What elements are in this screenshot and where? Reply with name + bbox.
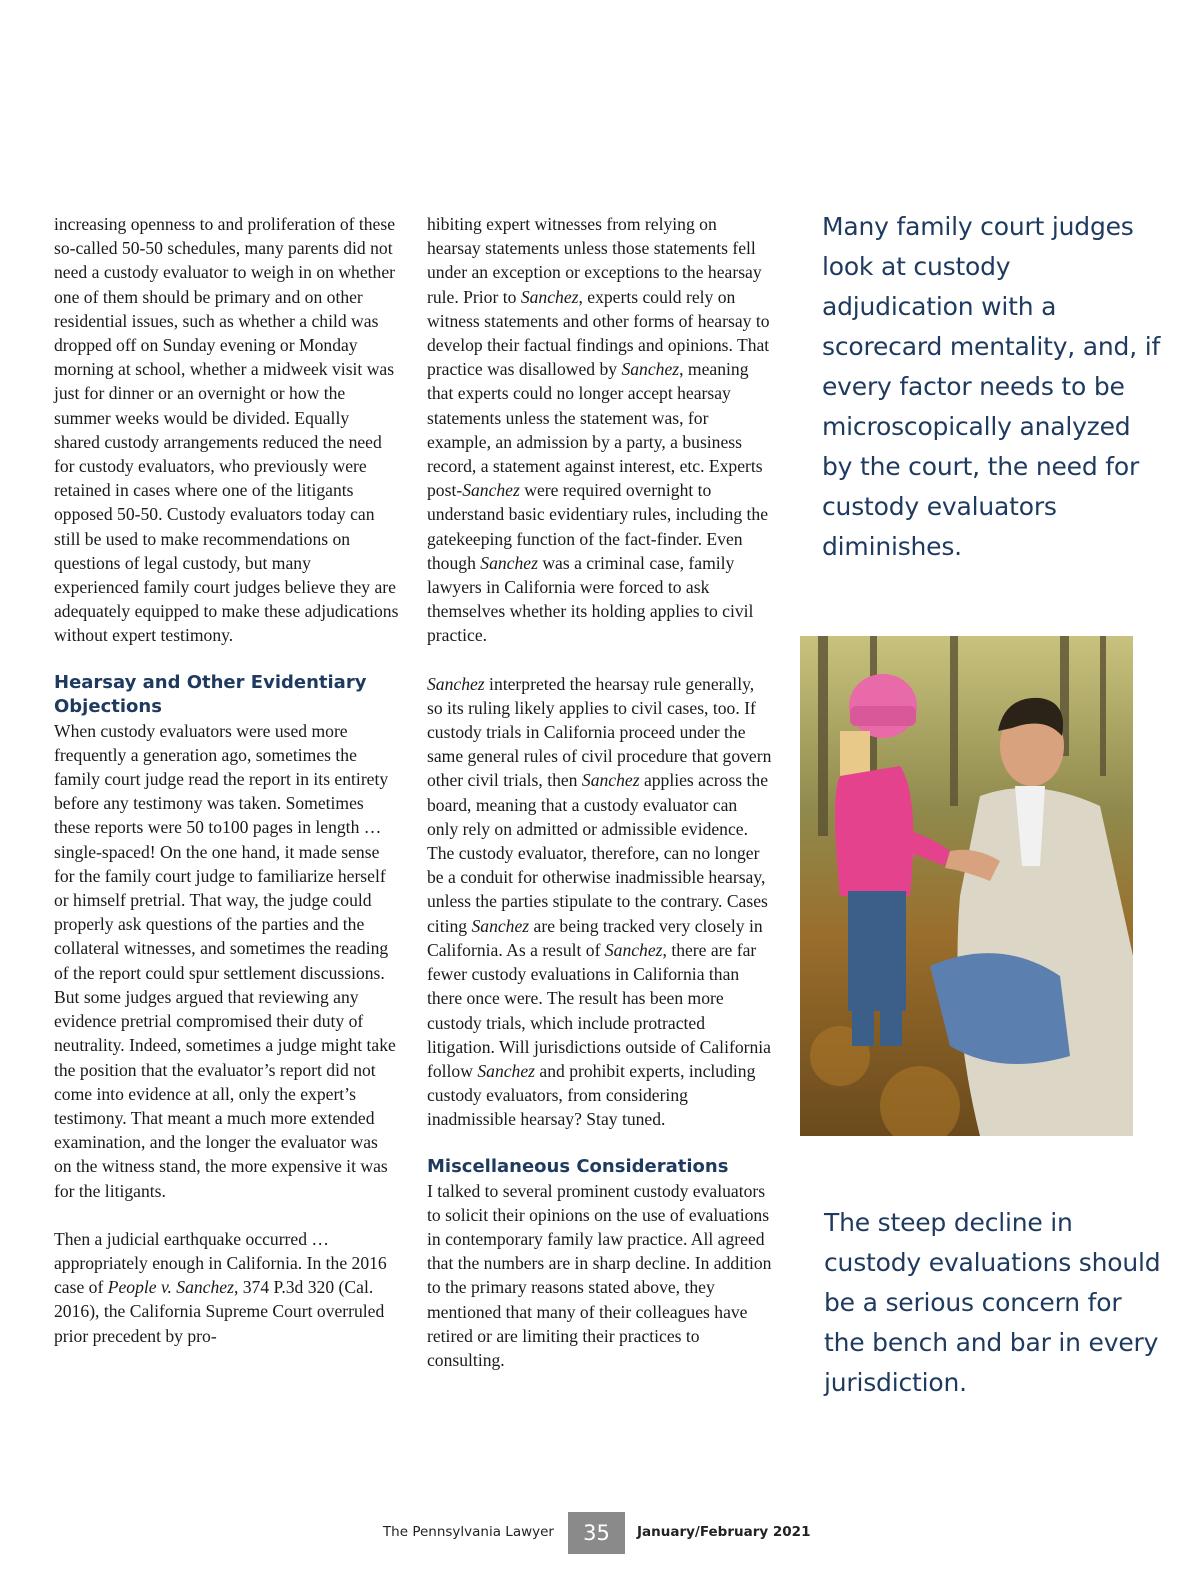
- article-column-2: [427, 212, 772, 1372]
- publication-name: The Pennsylvania Lawyer: [382, 1524, 554, 1540]
- text-run: hibiting expert witnesses from relying on hearsay statements unless those statements fell under an exception or exceptions to the hearsay rule. Prior to: [427, 214, 762, 307]
- case-name: Sanchez: [471, 915, 530, 936]
- case-name: Sanchez: [427, 673, 485, 694]
- issue-date: January/February 2021: [637, 1524, 811, 1540]
- pull-quote-top: Many family court judges look at custody adjudication with a scorecard mentality, and, if every factor needs to be microscopically analyzed by the court, the need for custody evaluators diminishes.: [822, 212, 1161, 561]
- case-name: Sanchez: [462, 480, 520, 501]
- text-run: Then a judicial earthquake occurred … appropriately enough in California. In the 2016 case of: [54, 1228, 387, 1298]
- text-run: were required overnight to understand basic evidentiary rules, including the gatekeeping function of the fact-finder. Even though: [427, 480, 769, 573]
- section-heading: Miscellaneous Considerations: [427, 1155, 729, 1177]
- paragraph: [54, 1227, 399, 1348]
- photo-illustration: [800, 636, 1133, 1136]
- section-heading: Hearsay and Other Evidentiary Objections: [54, 671, 367, 717]
- text-run: was a criminal case, family lawyers in California were forced to ask themselves whether its holding applies to civil practice.: [427, 552, 754, 646]
- paragraph: [427, 212, 772, 648]
- paragraph: I talked to several prominent custody evaluators to solicit their opinions on the use of evaluations in contemporary family law practice. All agreed that the numbers are in sharp decline. In addition to the primary reasons stated above, they mentioned that many of their colleagues have retired or are limiting their practices to consulting.: [427, 1180, 772, 1370]
- case-name: Sanchez: [480, 552, 538, 573]
- paragraph: When custody evaluators were used more frequently a generation ago, sometimes the family court judge read the report in its entirety before any testimony was taken. Sometimes these reports were 50 to100 pages in length … single-spaced! On the one hand, it made sense for the family court judge to familiarize herself or himself pretrial. That way, the judge could properly ask questions of the parties and the collateral witnesses, and sometimes the reading of the report could spur settlement discussions. But some judges argued that reviewing any evidence pretrial compromised their duty of neutrality. Indeed, sometimes a judge might take the position that the evaluator’s report did not come into evidence at all, only the expert’s testimony. That meant a much more extended examination, and the longer the evaluator was on the witness stand, the more expensive it was for the litigants.: [54, 720, 396, 1201]
- text-run: , meaning that experts could no longer accept hearsay statements unless the statement was, for example, an admission by a party, a business record, a statement against interest, etc. Experts post-: [427, 359, 763, 501]
- case-name: Sanchez: [604, 939, 663, 960]
- page-number: 35: [568, 1512, 625, 1554]
- paragraph: increasing openness to and proliferation of these so-called 50-50 schedules, many parents did not need a custody evaluator to weigh in on whether one of them should be primary and on other residential issues, such as whether a child was dropped off on Sunday evening or Monday morning at school, whether a midweek visit was just for dinner or an overnight or how the summer weeks would be divided. Equally shared custody arrangements reduced the need for custody evaluators, who previously were retained in cases where one of the litigants opposed 50-50. Custody evaluators today can still be used to make recommendations on questions of legal custody, but many experienced family court judges believe they are adequately equipped to make these adjudications without expert testimony.: [54, 214, 399, 646]
- text-run: , experts could rely on witness statements and other forms of hearsay to develop their factual findings and opinions. That practice was disallowed by: [427, 286, 770, 380]
- case-name: People v. Sanchez: [107, 1277, 234, 1298]
- text-run: are being tracked very closely in California. As a result of: [427, 915, 763, 960]
- case-name: Sanchez: [581, 770, 640, 791]
- text-run: and prohibit experts, including custody evaluators, from considering inadmissible hearsay? Stay tuned.: [427, 1060, 756, 1130]
- text-run: , 374 P.3d 320 (Cal. 2016), the California Supreme Court overruled prior precedent by pro-: [54, 1277, 385, 1346]
- text-run: applies across the board, meaning that a custody evaluator can only rely on admitted or admissible evidence. The custody evaluator, therefore, can no longer be a conduit for otherwise inadmissible hearsay, unless the parties stipulate to the contrary. Cases citing: [427, 770, 769, 936]
- pull-quote-bottom: The steep decline in custody evaluations should be a serious concern for the bench and bar in every jurisdiction.: [824, 1208, 1161, 1397]
- case-name: Sanchez: [621, 359, 680, 380]
- paragraph: [427, 672, 772, 1132]
- case-name: Sanchez: [520, 286, 579, 307]
- article-column-1: [54, 212, 399, 1348]
- text-run: interpreted the hearsay rule generally, so its ruling likely applies to civil cases, too. If custody trials in California proceed under the same general rules of civil procedure that govern other civil trials, then: [427, 673, 772, 791]
- text-run: , there are far fewer custody evaluations in California than there once were. The result has been more custody trials, which include protracted litigation. Will jurisdictions outside of California follow: [427, 939, 771, 1081]
- photo-father-and-daughter: [800, 636, 1133, 1136]
- case-name: Sanchez: [477, 1060, 535, 1081]
